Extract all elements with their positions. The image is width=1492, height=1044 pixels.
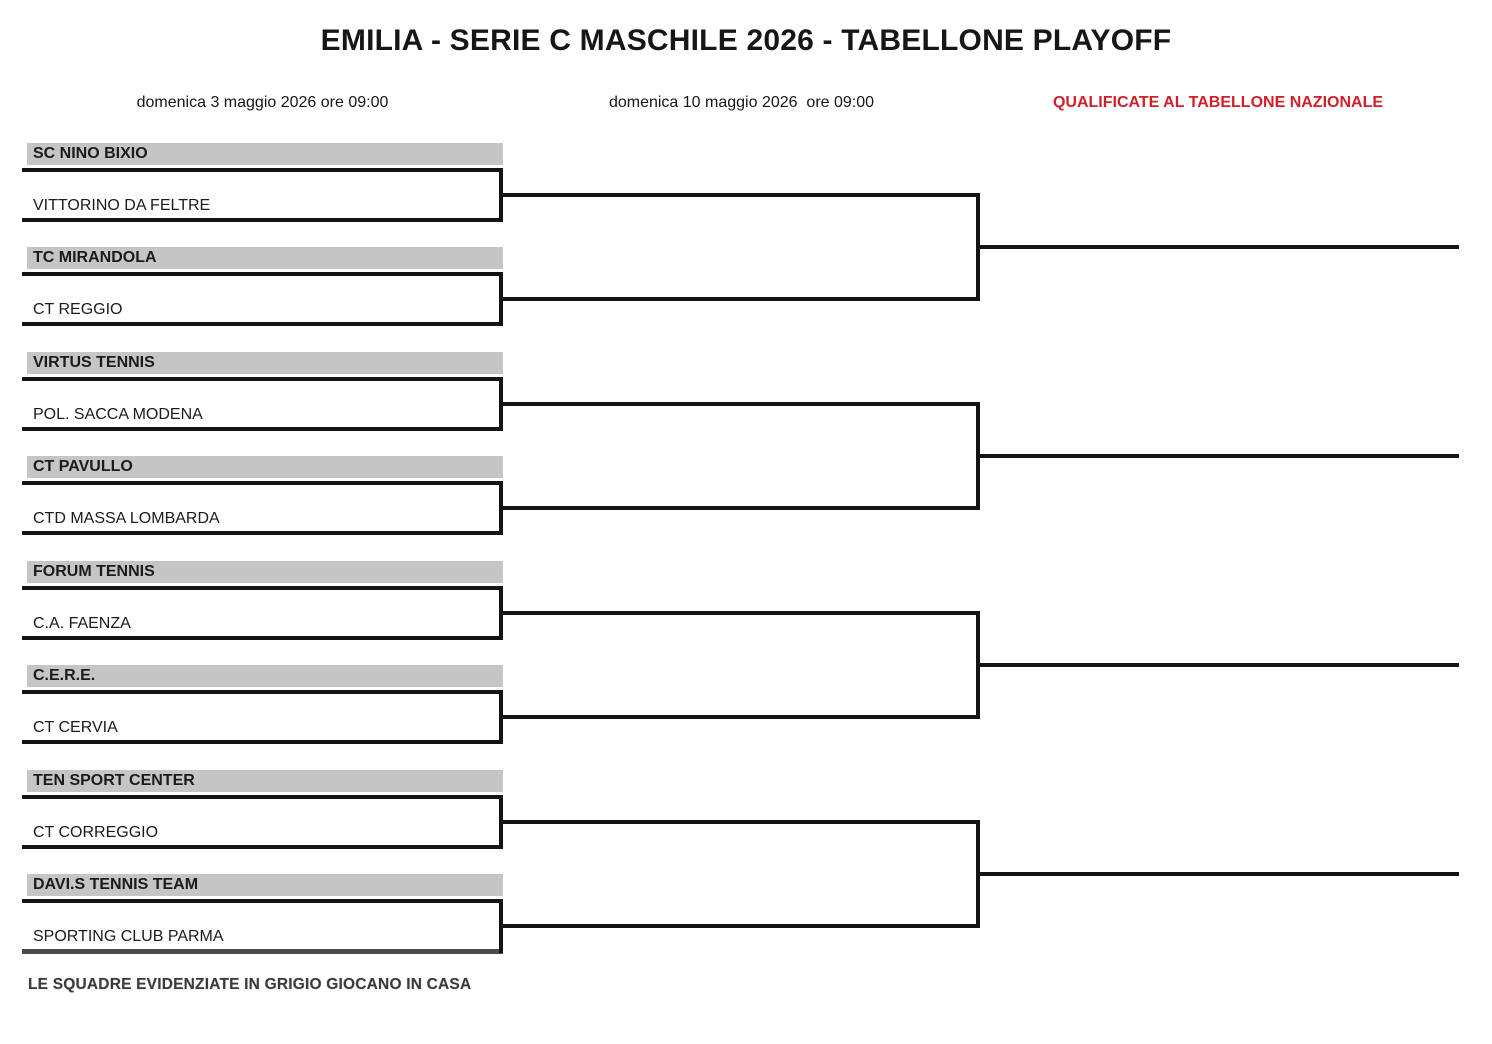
home-underline bbox=[22, 899, 503, 903]
qualified-slot-line-2 bbox=[978, 454, 1459, 458]
home-team-name: TEN SPORT CENTER bbox=[33, 772, 195, 789]
away-underline bbox=[22, 845, 503, 849]
away-team-name: CTD MASSA LOMBARDA bbox=[33, 510, 220, 527]
home-team-name: C.E.R.E. bbox=[33, 667, 96, 684]
qualified-header: QUALIFICATE AL TABELLONE NAZIONALE bbox=[1052, 94, 1384, 111]
winner-line bbox=[503, 402, 980, 406]
away-underline bbox=[22, 740, 503, 744]
away-team-name: CT CERVIA bbox=[33, 719, 118, 736]
away-team-name: POL. SACCA MODENA bbox=[33, 406, 203, 423]
away-underline bbox=[22, 322, 503, 326]
winner-line bbox=[503, 820, 980, 824]
home-team-name: SC NINO BIXIO bbox=[33, 145, 148, 162]
winner-line bbox=[503, 611, 980, 615]
match-2 bbox=[22, 247, 503, 326]
home-underline bbox=[22, 481, 503, 485]
match-1 bbox=[22, 143, 503, 222]
home-team-highlight bbox=[27, 456, 503, 478]
away-underline bbox=[22, 218, 503, 222]
page-title: EMILIA - SERIE C MASCHILE 2026 - TABELLONE PLAYOFF bbox=[320, 24, 1172, 57]
match-7 bbox=[22, 770, 503, 849]
round1-date-header: domenica 3 maggio 2026 ore 09:00 bbox=[136, 94, 389, 111]
away-team-name: CT CORREGGIO bbox=[33, 824, 159, 841]
away-underline bbox=[22, 531, 503, 535]
away-team-name: C.A. FAENZA bbox=[33, 615, 131, 632]
away-team-name: CT REGGIO bbox=[33, 301, 123, 318]
home-team-name: FORUM TENNIS bbox=[33, 563, 155, 580]
match-6 bbox=[22, 665, 503, 744]
away-underline bbox=[22, 427, 503, 431]
winner-line bbox=[503, 715, 980, 719]
home-team-highlight bbox=[27, 143, 503, 165]
home-highlight-legend: LE SQUADRE EVIDENZIATE IN GRIGIO GIOCANO IN CASA bbox=[28, 976, 472, 993]
home-team-highlight bbox=[27, 665, 503, 687]
home-team-name: VIRTUS TENNIS bbox=[33, 354, 155, 371]
home-team-name: CT PAVULLO bbox=[33, 458, 133, 475]
home-underline bbox=[22, 586, 503, 590]
home-team-highlight bbox=[27, 770, 503, 792]
home-team-highlight bbox=[27, 874, 503, 896]
winner-line bbox=[503, 297, 980, 301]
qualified-slot-line-1 bbox=[978, 245, 1459, 249]
away-team-name: VITTORINO DA FELTRE bbox=[33, 197, 211, 214]
home-team-highlight bbox=[27, 247, 503, 269]
away-underline bbox=[22, 949, 503, 954]
match-3 bbox=[22, 352, 503, 431]
winner-line bbox=[503, 193, 980, 197]
qualified-slot-line-4 bbox=[978, 872, 1459, 876]
home-underline bbox=[22, 795, 503, 799]
home-team-highlight bbox=[27, 352, 503, 374]
qualified-slot-line-3 bbox=[978, 663, 1459, 667]
home-underline bbox=[22, 690, 503, 694]
away-team-name: SPORTING CLUB PARMA bbox=[33, 928, 224, 945]
home-underline bbox=[22, 168, 503, 172]
round2-date-header: domenica 10 maggio 2026 ore 09:00 bbox=[608, 94, 875, 111]
match-8 bbox=[22, 874, 503, 953]
home-team-name: TC MIRANDOLA bbox=[33, 249, 157, 266]
winner-line bbox=[503, 506, 980, 510]
home-team-name: DAVI.S TENNIS TEAM bbox=[33, 876, 199, 893]
home-team-highlight bbox=[27, 561, 503, 583]
match-4 bbox=[22, 456, 503, 535]
away-underline bbox=[22, 636, 503, 640]
match-5 bbox=[22, 561, 503, 640]
winner-line bbox=[503, 924, 980, 928]
home-underline bbox=[22, 272, 503, 276]
home-underline bbox=[22, 377, 503, 381]
